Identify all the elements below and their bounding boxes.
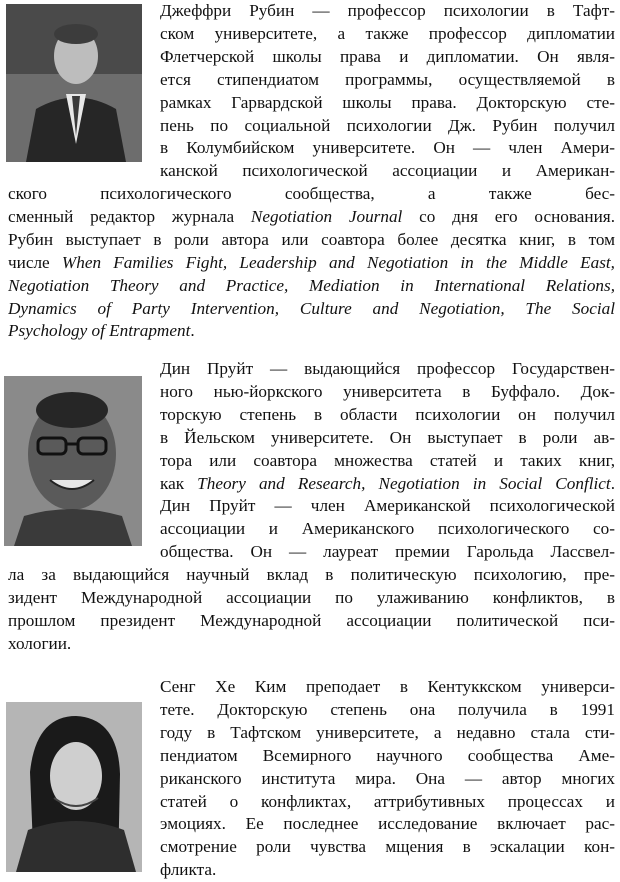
bio-line: пень по социальной психологии Дж. Рубин получил xyxy=(160,115,615,135)
bio-line: числе When Families Fight, Leadership and Negotiation in the Middle East, xyxy=(8,252,615,272)
author-photo-kim xyxy=(6,702,142,872)
author-bio-text-full xyxy=(8,183,615,343)
bio-line: фликта. xyxy=(160,860,217,880)
bio-line: в Йельском университете. Он выступает в роли ав- xyxy=(160,427,615,447)
bio-line: ском университете, а также профессор дипломатии xyxy=(160,23,615,43)
bio-line: как Theory and Research, Negotiation in Social Conflict. xyxy=(160,473,615,493)
bio-line: сменный редактор журнала Negotiation Journal со дня его основания. xyxy=(8,206,615,226)
book-titles: Psychology of Entrapment xyxy=(8,321,191,341)
bio-line: смотрение роли чувства мщения в эскалации кон- xyxy=(160,837,615,857)
author-bio-text-full xyxy=(8,541,615,656)
author-bio-text xyxy=(160,358,615,541)
bio-line: ассоциации и Американского психологического со- xyxy=(160,519,615,539)
bio-line: ского психологического сообщества, а также бес- xyxy=(8,184,615,203)
bio-line: хологии. xyxy=(8,633,72,653)
bio-line: пендиатом Всемирного научного сообщества Аме- xyxy=(160,745,615,765)
bio-line: эмоциях. Ее последнее исследование включает рас- xyxy=(160,814,615,834)
bio-line: ется стипендиатом программы, осуществляемой в xyxy=(160,69,615,89)
bio-line: Дин Пруйт — член Американской психологической xyxy=(160,496,615,516)
book-titles: Dynamics of Party Intervention, Culture and Negotiation, The Social xyxy=(8,298,615,318)
bio-line: зидент Международной ассоциации по улаживанию конфликтов, в xyxy=(8,587,615,607)
bio-line: году в Тафтском университете, а недавно стала сти- xyxy=(160,722,615,742)
author-photo-rubin xyxy=(6,4,142,162)
bio-line: общества. Он — лауреат премии Гарольда Лассвел- xyxy=(160,542,615,561)
bio-line: статей о конфликтах, аттрибутивных процессах и xyxy=(160,791,615,811)
bio-line: Джеффри Рубин — профессор психологии в Тафт- xyxy=(160,1,615,20)
bio-line: Сенг Хе Ким преподает в Кентуккском универси- xyxy=(160,677,615,696)
bio-line: Psychology of Entrapment. xyxy=(8,321,195,341)
bio-line: прошлом президент Международной ассоциации политической пси- xyxy=(8,610,615,630)
bio-line: канской психологической ассоциации и Американ- xyxy=(160,161,615,181)
bio-line: тора или соавтора множества статей и таких книг, xyxy=(160,450,615,470)
bio-line: ла за выдающийся научный вклад в политическую психологию, пре- xyxy=(8,564,615,584)
book-titles: Theory and Research, Negotiation in Social Conflict xyxy=(197,473,611,493)
book-titles: Negotiation Theory and Practice, Mediation in International Relations, xyxy=(8,275,615,295)
bio-line: Дин Пруйт — выдающийся профессор Государствен- xyxy=(160,359,615,378)
author-bio-text xyxy=(160,0,615,183)
bio-line: в Колумбийском университете. Он — член Амери- xyxy=(160,138,615,158)
author-photo-pruitt xyxy=(4,376,142,546)
journal-title: Negotiation Journal xyxy=(250,206,403,226)
bio-line: тете. Докторскую степень она получила в 1991 xyxy=(160,699,615,719)
bio-line: торскую степень в области психологии он получил xyxy=(160,404,615,424)
bio-line: ного нью-йоркского университета в Буффало. Док- xyxy=(160,381,615,401)
bio-line: риканского института мира. Она — автор многих xyxy=(160,768,615,788)
author-bio-text xyxy=(160,676,615,882)
bio-line: рамках Гарвардской школы права. Докторскую сте- xyxy=(160,92,615,112)
bio-line: Рубин выступает в роли автора или соавтора более десятка книг, в том xyxy=(8,229,615,249)
bio-line: Флетчерской школы права и дипломатии. Он явля- xyxy=(160,46,615,66)
book-titles: When Families Fight, Leadership and Negotiation in the Middle East, xyxy=(61,252,615,272)
